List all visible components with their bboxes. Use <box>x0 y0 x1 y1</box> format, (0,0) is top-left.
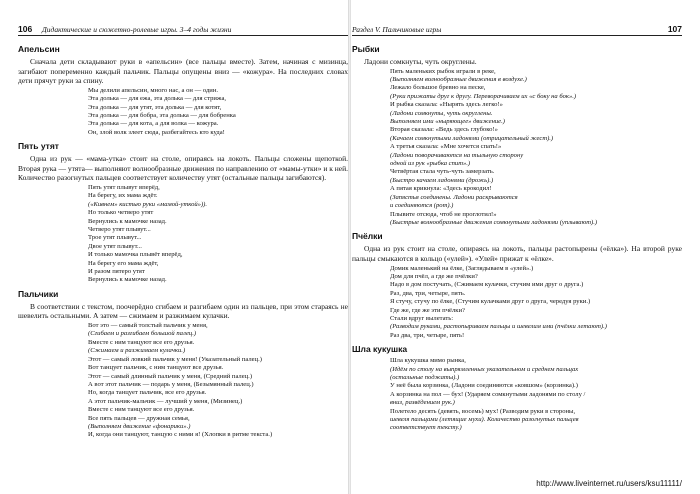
verse-line: Пять утят плывут вперёд, <box>88 184 160 191</box>
verse-line: У неё была корзинка, (Ладони соединяются «ковшом» (корзинка).) <box>390 382 578 390</box>
verse-direction: (остальные поджаты).) <box>390 373 460 381</box>
verse-direction: соответствует тексту.) <box>390 424 462 432</box>
verse-line: На берегу, их мама ждёт. <box>88 192 158 200</box>
verse-direction: и соединяются (рот).) <box>390 202 454 210</box>
verse-line: Но только четверо утят <box>88 209 154 217</box>
verse-direction: (Ладони поворачиваются на тыльную сторону <box>390 151 524 159</box>
verse-block <box>352 357 682 433</box>
instruction-paragraph: Ладони сомкнуты, чуть округлены. <box>364 57 477 66</box>
watermark-url: http://www.liveinternet.ru/users/ksu11111/ <box>536 479 682 488</box>
verse-direction: (Разводим руками, растопыриваем пальцы и шевелим ими (пчёлки летают).) <box>390 323 607 331</box>
section-title: Апельсин <box>18 44 60 54</box>
verse-line: Все пять пальцев — дружная семья, <box>88 414 190 422</box>
verse-line: А корзинка на пол — бух! (Ударяем сомкнутыми ладонями по столу / <box>390 390 586 398</box>
verse-line: Шла кукушка мимо рынка, <box>390 357 466 365</box>
verse-block <box>18 87 348 137</box>
verse-direction: (Сжимаем и разжимаем кулачки.) <box>88 347 186 355</box>
verse-direction: (Выполняем волнообразные движения в воздухе.) <box>390 76 527 83</box>
verse-direction: одной из рук «рыбка спит».) <box>390 160 471 168</box>
verse-line: Вторая сказала: «Ведь здесь глубоко!» <box>390 126 498 134</box>
right-page-column <box>352 40 682 436</box>
verse-line: Мы делили апельсин, много нас, а он — один. <box>88 86 219 94</box>
verse-direction: (Выполняем движение «фонарики».) <box>88 422 191 430</box>
verse-line: Этот — самый длинный пальчик у меня, (Средний палец.) <box>88 372 253 380</box>
verse-direction: (Качаем сомкнутыми ладонями (отрицательный жест).) <box>390 134 554 142</box>
verse-line: Раз, два, три, четыре, пять. <box>390 289 466 297</box>
verse-line: А пятая крикнула: «Здесь крокодил! <box>390 185 492 193</box>
verse-line: Я стучу, стучу по ёлке, (Стучим кулачками друг о друга, чередуя руки.) <box>390 298 591 306</box>
verse-line: Пять маленьких рыбок играли в реке, <box>390 67 496 75</box>
section-title: Пять утят <box>18 141 59 152</box>
verse-line: А третья сказала: «Мне хочется спать!» <box>390 143 502 151</box>
right-page <box>352 0 682 494</box>
verse-line: Полетело десять (девять, восемь) мух! (Разводим руки в стороны, <box>390 407 576 415</box>
verse-line: И только мамочка плывёт вперёд, <box>88 251 183 259</box>
section-title: Рыбки <box>352 44 380 54</box>
verse-line: Дом для пчёл, а где же пчёлки? <box>390 272 478 280</box>
verse-line: Четвёртая стала чуть-чуть замерзать. <box>390 168 495 176</box>
verse-direction: (Запястья соединены. Ладони раскрываются <box>390 193 518 201</box>
right-page-running-title: Раздел V. Пальчиковые игры <box>352 25 442 34</box>
verse-block <box>18 184 348 285</box>
left-page-number: 106 <box>18 24 33 34</box>
verse-line: Вот это — самый толстый пальчик у меня, <box>88 322 208 330</box>
verse-line: Вот танцует пальчик, с ним танцуют все друзья. <box>88 364 224 372</box>
left-page <box>18 0 348 494</box>
verse-direction: («Кивнем» кистью руки «мамой-уткой»)). <box>88 200 208 208</box>
verse-line: Эта долька — для ежа, эта долька — для стрижа, <box>88 95 227 103</box>
section-title: Пчёлки <box>352 231 383 242</box>
verse-line: Где же, где же эти пчёлки? <box>390 306 465 314</box>
verse-line: Стали вдруг вылетать: <box>390 314 454 322</box>
verse-line: И разом пятеро утят <box>88 268 145 276</box>
verse-line: Четверо утят плывут... <box>88 226 151 234</box>
instruction-paragraph: В соответствии с текстом, поочерёдно сгибаем и разгибаем один из пальцев, при этом стараясь не шевелить остальными. А затем — сжимаем и разжимаем кулачки. <box>18 301 348 321</box>
verse-line: И, когда они танцуют, танцую с ними я! (Хлопки в ритме текста.) <box>88 431 273 439</box>
verse-direction: (Быстрые волнообразные движения сомкнутыми ладонями (уплывают).) <box>390 218 598 226</box>
verse-direction: Выполняем ими «ныряющее» движение.) <box>390 118 505 126</box>
verse-line: Эта долька — для бобра, эта долька — для бобренка <box>88 112 236 119</box>
section-title: Шла кукушка <box>352 344 408 355</box>
verse-line: Раз два, три, четыре, пять! <box>390 331 465 339</box>
verse-line: Домик маленький на ёлке, (Заглядываем в «улей».) <box>390 264 534 272</box>
verse-line: Плывите отсюда, чтоб не проглотил!» <box>390 210 497 218</box>
book-spine <box>348 0 351 494</box>
verse-line: И рыбка сказала: «Нырять здесь легко!» <box>390 101 503 109</box>
verse-line: Но, когда танцует пальчик, все его друзья. <box>88 389 207 397</box>
verse-line: А этот пальчик-мальчик — лучший у меня, (Мизинец.) <box>88 397 243 405</box>
verse-block <box>352 68 682 228</box>
verse-line: Он, злой волк злеет сюда, разбегайтесь кто куда! <box>88 128 225 136</box>
right-page-header <box>352 24 682 36</box>
verse-line: Вернулись к мамочке назад. <box>88 276 167 284</box>
verse-line: Вместе с ним танцуют все его друзья. <box>88 338 195 346</box>
verse-line: Эта долька — для кота, а для волка — кожура. <box>88 120 219 128</box>
verse-direction: (Руки прижаты друг к другу. Переворачиваем их «с боку на бок».) <box>390 92 577 100</box>
verse-direction: (Быстро качаем ладонями (дрожь).) <box>390 176 494 184</box>
left-page-header <box>18 24 348 36</box>
verse-direction: (Ладони сомкнуты, чуть округлены. <box>390 109 493 117</box>
verse-line: Трое утят плывут... <box>88 234 142 242</box>
verse-line: Вместе с ним танцуют все его друзья. <box>88 406 195 414</box>
right-page-number: 107 <box>667 24 682 34</box>
verse-line: Двое утят плывут... <box>88 242 142 250</box>
instruction-paragraph: Одна из рук — «мама-утка» стоит на столе, опираясь на локоть. Пальцы сложены щепоткой. Вторая рука — утята— выполняют волнообразные движения по направлению от «мамы-утки» и к ней. Количество разогнутых пальцев соответствует количеству утят (остальные пальцы загибаются). <box>18 154 348 183</box>
verse-direction: (Сгибаем и разгибаем большой палец.) <box>88 330 197 338</box>
verse-line: А вот этот пальчик — подарь у меня, (Безымянный палец.) <box>88 380 254 388</box>
verse-block <box>352 265 682 341</box>
verse-block <box>18 322 348 440</box>
verse-line: Надо в дом постучать, (Сжимаем кулачки, стучим ими друг о друга.) <box>390 281 584 289</box>
left-page-column <box>18 40 348 443</box>
verse-line: Лежало большое бревно на песке, <box>390 84 486 92</box>
verse-line: Вернулись к мамочке назад. <box>88 217 167 225</box>
verse-line: Эта долька — для утят, эта долька — для котят, <box>88 103 222 111</box>
left-page-running-title: Дидактические и сюжетно-ролевые игры. 3–4 годы жизни <box>42 25 232 34</box>
verse-direction: (Идём по столу на выпрямленных указательном и среднем пальцах <box>390 365 579 373</box>
instruction-paragraph: Одна из рук стоит на столе, опираясь на локоть, пальцы растопырены («ёлка»). На второй руке пальцы смыкаются в кольцо («улей»). «Улей» прижат к «ёлке». <box>352 244 682 263</box>
instruction-paragraph: Сначала дети складывают руки в «апельсин» (все пальцы вместе). Затем, начиная с мизинца, загибают попеременно каждый пальчик. Пальцы опущены вниз — «кожура». На последних словах дети прячут руки за спину. <box>18 57 348 86</box>
section-title: Пальчики <box>18 288 59 299</box>
verse-direction: вниз, развёдением рук.) <box>390 399 455 407</box>
verse-line: На берегу его мама ждёт, <box>88 259 159 267</box>
verse-line: Этот — самый ловкий пальчик у меня! (Указательный палец.) <box>88 355 262 363</box>
verse-direction: шевеля пальцами (летящие мухи). Количество разогнутых пальцев <box>390 416 579 423</box>
